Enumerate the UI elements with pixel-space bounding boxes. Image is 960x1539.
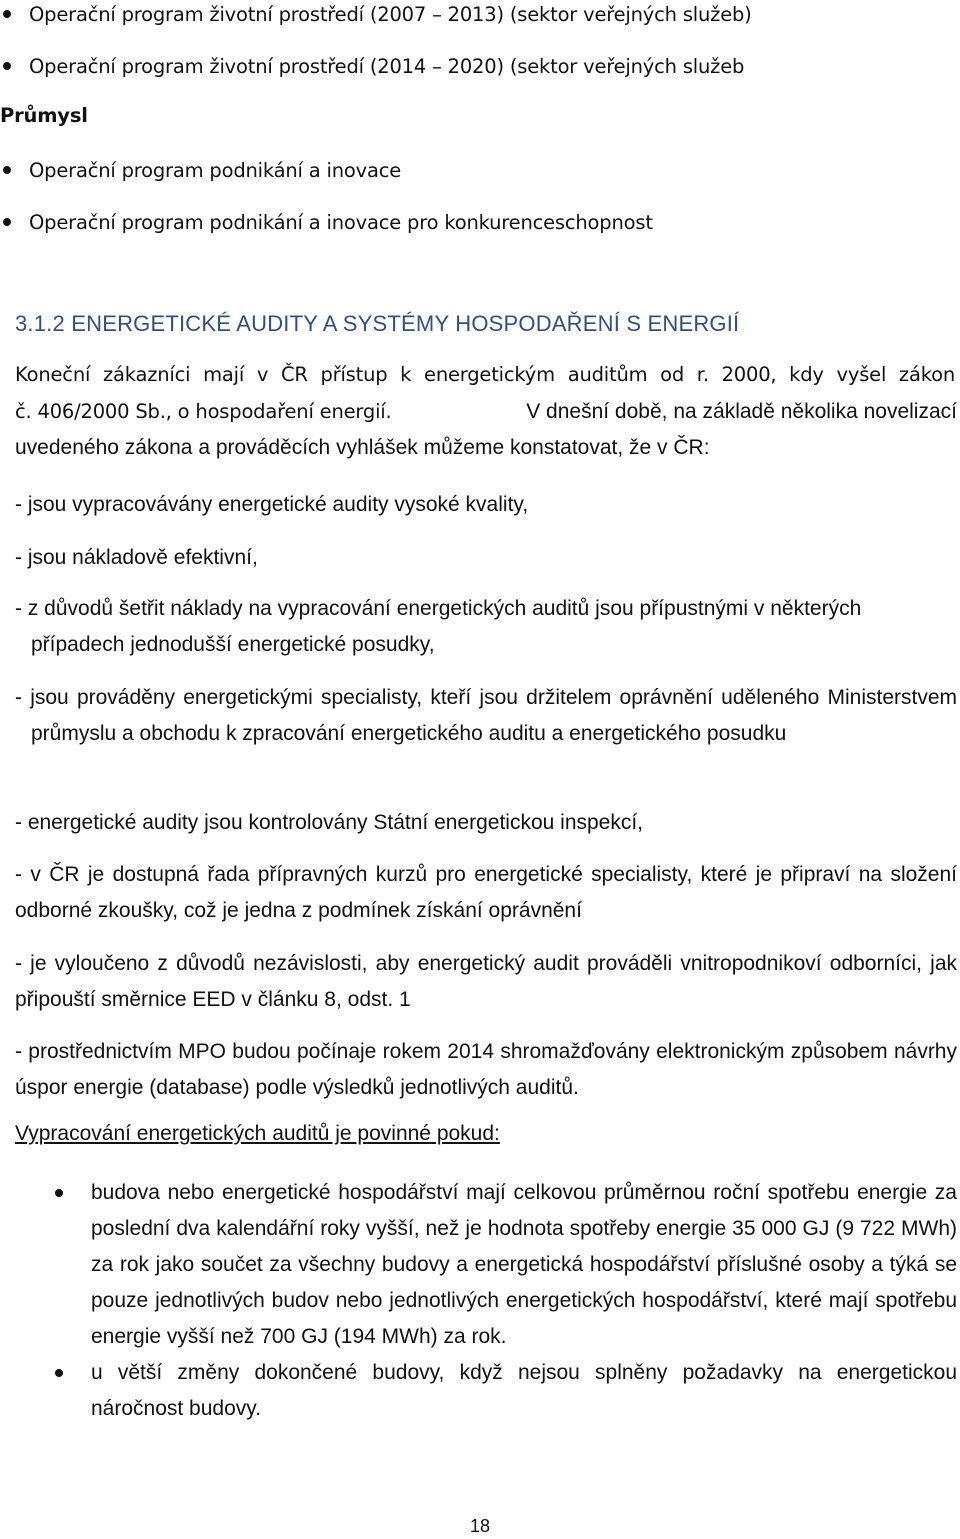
law-reference: č. 406/2000 Sb., o hospodaření energií. <box>15 400 392 423</box>
obligation-item-text: budova nebo energetické hospodářství mají celkovou průměrnou roční spotřebu energie za poslední dva kalendářní roky vyšší, než je hodnota spotřeby energie 35 000 GJ (9 722 MWh) za rok jako součet za všechny budovy a energetická hospodářství příslušné osoby a týká se pouze jednotlivých budov nebo jednotlivých energetických hospodářství, které mají spotřebu energie vyšší než 700 GJ (194 MWh) za rok. <box>91 1181 957 1348</box>
obligation-list <box>0 1175 957 1427</box>
bullet-item <box>0 51 744 81</box>
obligation-heading: Vypracování energetických auditů je povinné pokud: <box>15 1122 500 1145</box>
obligation-item-text: u větší změny dokončené budovy, když nejsou splněny požadavky na energetickou náročnost budovy. <box>91 1361 957 1420</box>
bullet-item <box>0 207 653 237</box>
list-item <box>15 591 957 663</box>
list-item: - energetické audity jsou kontrolovány Státní energetickou inspekcí, <box>15 811 644 834</box>
bullet-item <box>0 0 752 29</box>
list-item-text: - z důvodů šetřit náklady na vypracování energetických auditů jsou přípustnými v některých případech jednodušší energetické posudky, <box>15 597 862 656</box>
intro-line-3: uvedeného zákona a prováděcích vyhlášek můžeme konstatovat, že v ČR: <box>15 436 710 459</box>
list-item: - jsou nákladově efektivní, <box>15 546 258 569</box>
list-item: - prostřednictvím MPO budou počínaje rokem 2014 shromažďovány elektronickým způsobem návrhy úspor energie (database) podle výsledků jednotlivých auditů. <box>15 1040 957 1099</box>
list-item: - je vyloučeno z důvodů nezávislosti, aby energetický audit prováděli vnitropodnikoví odborníci, jak připouští směrnice EED v článku 8, odst. 1 <box>15 952 957 1011</box>
obligation-item <box>0 1355 957 1427</box>
obligation-item <box>0 1175 957 1355</box>
bullet-dot-icon <box>55 1189 63 1197</box>
list-item: - v ČR je dostupná řada přípravných kurzů pro energetické specialisty, které je připraví na složení odborné zkoušky, což je jedna z podmínek získání oprávnění <box>15 863 957 922</box>
bullet-dot-icon <box>55 1369 63 1377</box>
list-item-text: - jsou prováděny energetickými specialisty, kteří jsou držitelem oprávnění uděleného Ministerstvem průmyslu a obchodu k zpracování energetického auditu a energetického posudku <box>15 686 957 745</box>
bullet-text: Operační program podnikání a inovace <box>29 158 402 182</box>
list-item <box>15 680 957 752</box>
bullet-dot-icon <box>3 218 11 226</box>
bullet-item <box>0 155 401 185</box>
bullet-dot-icon <box>3 62 11 70</box>
list-item: - jsou vypracovávány energetické audity vysoké kvality, <box>15 493 529 516</box>
intro-line-2-continuation: V dnešní době, na základě několika novelizací <box>526 400 957 423</box>
bullet-text: Operační program životní prostředí (2014 – 2020) (sektor veřejných služeb <box>29 54 745 78</box>
bullet-text: Operační program životní prostředí (2007 – 2013) (sektor veřejných služeb) <box>29 2 752 26</box>
industry-heading: Průmysl <box>0 104 88 127</box>
bullet-dot-icon <box>3 10 11 18</box>
bullet-text: Operační program podnikání a inovace pro konkurenceschopnost <box>29 210 653 234</box>
intro-line-2 <box>15 400 957 424</box>
page-number: 18 <box>469 1516 491 1536</box>
intro-line-1: Koneční zákazníci mají v ČR přístup k energetickým auditům od r. 2000, kdy vyšel zákon <box>15 363 955 386</box>
section-heading: 3.1.2 ENERGETICKÉ AUDITY A SYSTÉMY HOSPODAŘENÍ S ENERGIÍ <box>15 311 740 336</box>
bullet-dot-icon <box>3 166 11 174</box>
